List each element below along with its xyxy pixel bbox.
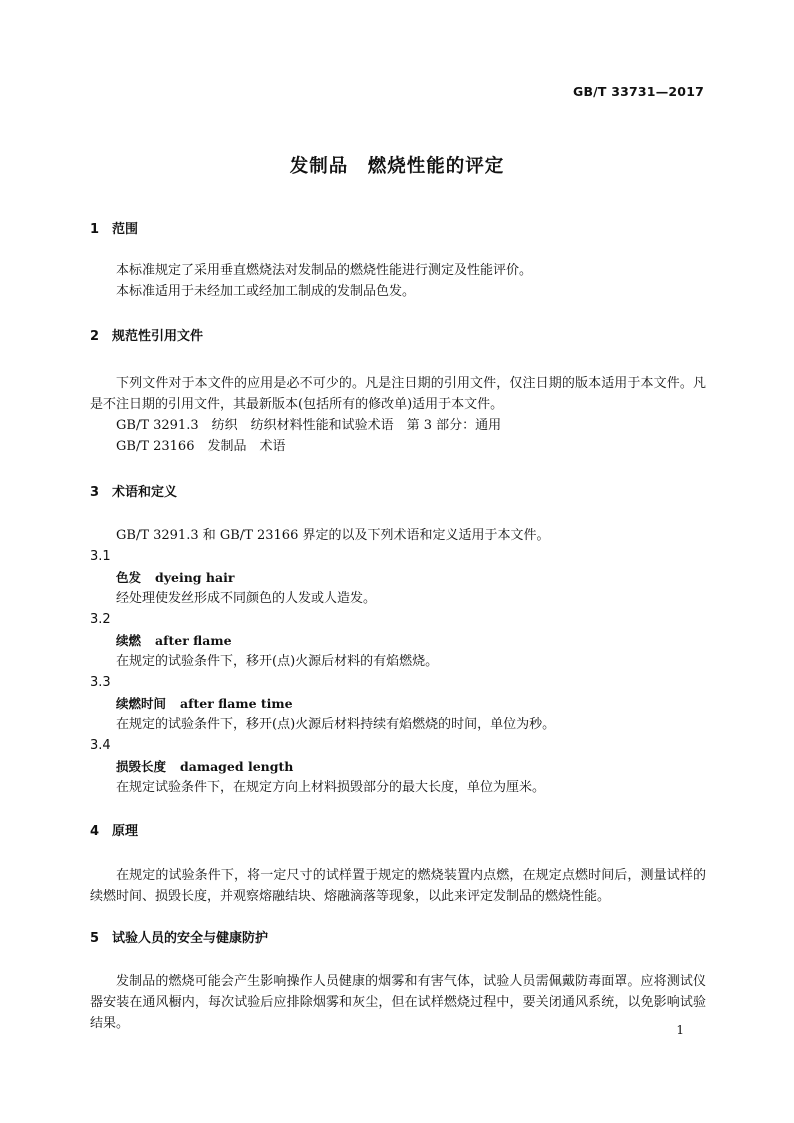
term-name (90, 693, 706, 714)
document-body (90, 220, 706, 1034)
term-entry (90, 672, 706, 735)
term-definition: 在规定的试验条件下，移开(点)火源后材料的有焰燃烧。 (116, 654, 439, 669)
term-name (90, 567, 706, 588)
term-zh: 续燃 (116, 633, 142, 648)
term-definition: 在规定的试验条件下，移开(点)火源后材料持续有焰燃烧的时间，单位为秒。 (116, 717, 556, 732)
document-title: 发制品 燃烧性能的评定 (289, 156, 505, 177)
term-en: damaged length (180, 759, 294, 774)
term-definition: 在规定试验条件下，在规定方向上材料损毁部分的最大长度，单位为厘米。 (116, 780, 546, 795)
term-entry (90, 546, 706, 609)
term-number: 3.4 (90, 738, 111, 753)
section-number: 4 (90, 824, 100, 839)
term-name (90, 756, 706, 777)
paragraph: 本标准适用于未经加工或经加工制成的发制品色发。 (116, 284, 416, 299)
section-title: 原理 (112, 824, 139, 839)
section-4-heading (90, 822, 706, 842)
standard-number: GB/T 33731—2017 (572, 84, 704, 99)
term-definition: 经处理使发丝形成不同颜色的人发或人造发。 (116, 591, 377, 606)
page-number: 1 (676, 1023, 684, 1037)
paragraph: 本标准规定了采用垂直燃烧法对发制品的燃烧性能进行测定及性能评价。 (116, 263, 533, 278)
term-number: 3.2 (90, 612, 111, 627)
term-zh: 续燃时间 (116, 696, 167, 711)
paragraph: 下列文件对于本文件的应用是必不可少的。凡是注日期的引用文件，仅注日期的版本适用于本文件。凡是不注日期的引用文件，其最新版本(包括所有的修改单)适用于本文件。 (90, 376, 706, 412)
section-number: 2 (90, 329, 100, 344)
section-3-heading (90, 483, 706, 503)
paragraph: 发制品的燃烧可能会产生影响操作人员健康的烟雾和有害气体，试验人员需佩戴防毒面罩。应将测试仪器安装在通风橱内，每次试验后应排除烟雾和灰尘，但在试样燃烧过程中，要关闭通风系统，以免影响试验结果。 (90, 974, 706, 1031)
section-5-heading (90, 929, 706, 949)
term-zh: 色发 (116, 570, 142, 585)
section-1-heading (90, 220, 706, 240)
section-number: 1 (90, 222, 100, 237)
paragraph: GB/T 3291.3 和 GB/T 23166 界定的以及下列术语和定义适用于本文件。 (116, 528, 550, 543)
term-number: 3.3 (90, 675, 111, 690)
reference-item: GB/T 3291.3 纺织 纺织材料性能和试验术语 第 3 部分：通用 (116, 418, 502, 433)
term-en: after flame (155, 633, 232, 648)
term-zh: 损毁长度 (116, 759, 167, 774)
section-2-heading (90, 327, 706, 347)
reference-item: GB/T 23166 发制品 术语 (116, 439, 286, 454)
term-number: 3.1 (90, 549, 111, 564)
term-entry (90, 609, 706, 672)
section-title: 范围 (112, 222, 139, 237)
section-title: 试验人员的安全与健康防护 (112, 931, 269, 946)
section-number: 3 (90, 485, 100, 500)
section-title: 规范性引用文件 (112, 329, 204, 344)
term-entry (90, 735, 706, 798)
section-title: 术语和定义 (112, 485, 178, 500)
section-number: 5 (90, 931, 100, 946)
term-en: after flame time (180, 696, 293, 711)
term-en: dyeing hair (155, 570, 235, 585)
paragraph: 在规定的试验条件下，将一定尺寸的试样置于规定的燃烧装置内点燃，在规定点燃时间后，测量试样的续燃时间、损毁长度，并观察熔融结块、熔融滴落等现象，以此来评定发制品的燃烧性能。 (90, 868, 706, 904)
term-name (90, 630, 706, 651)
